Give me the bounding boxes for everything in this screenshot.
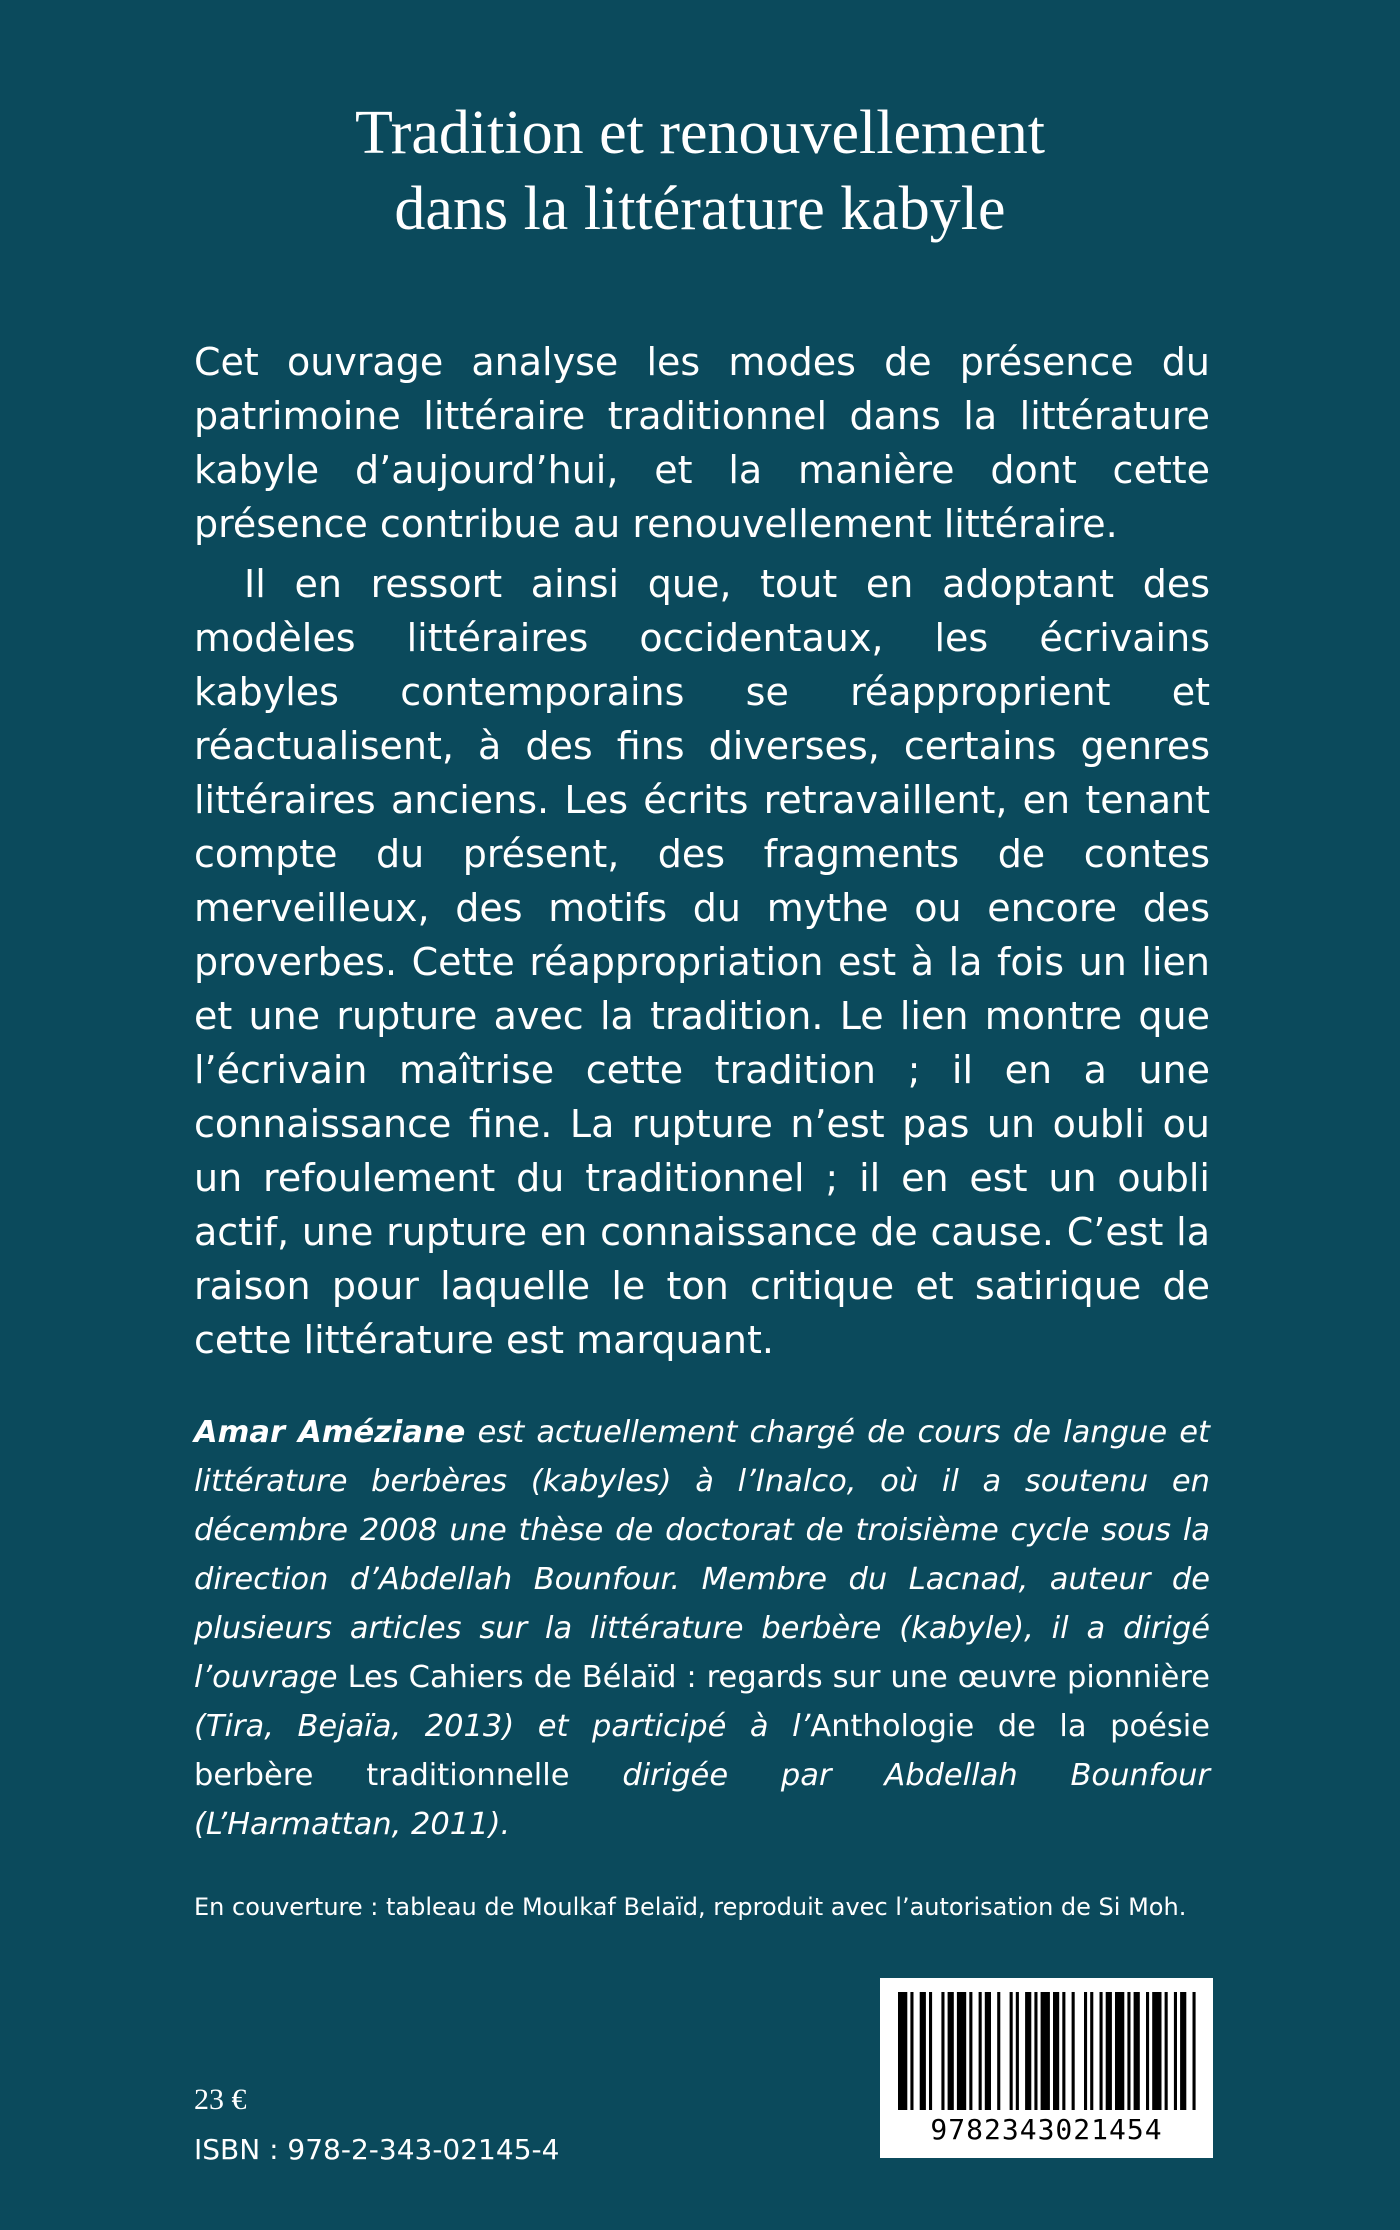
barcode-digits: 9782343021454 <box>930 2113 1163 2146</box>
title-line-2: dans la littérature kabyle <box>394 175 1006 243</box>
barcode-bar <box>910 1992 913 2110</box>
barcode-bar <box>1127 1992 1130 2110</box>
barcode-bar <box>1034 1992 1037 2110</box>
bio-book-title-1: Les Cahiers de Bélaïd : regards sur une œuvre pionnière <box>347 1660 1211 1695</box>
barcode-bar <box>929 1992 932 2110</box>
barcode-bar <box>1106 1992 1112 2110</box>
author-name: Amar Améziane <box>194 1415 466 1450</box>
barcode-bar <box>1180 1992 1186 2110</box>
barcode-bar <box>1072 1992 1075 2110</box>
barcode-bar <box>1174 1992 1177 2110</box>
barcode <box>880 1978 1213 2158</box>
barcode-bar <box>1115 1992 1124 2110</box>
barcode-bar <box>1025 1992 1031 2110</box>
bio-text-3: dirigée par Abdellah Bounfour (L’Harmattan, 2011). <box>194 1758 1210 1842</box>
barcode-bar <box>957 1992 966 2110</box>
summary-paragraph-1: Cet ouvrage analyse les modes de présence du patrimoine littéraire traditionnel dans la littérature kabyle d’aujourd’hui, et la manière dont cette présence contribue au renouvellement littéraire. <box>194 340 1210 546</box>
price: 23 € <box>194 2083 247 2116</box>
cover-credit: En couverture : tableau de Moulkaf Belaïd, reproduit avec l’autorisation de Si Moh. <box>194 1893 1187 1921</box>
bio-text-2: (Tira, Bejaïa, 2013) et participé à l’ <box>194 1709 811 1744</box>
barcode-bar <box>1041 1992 1050 2110</box>
barcode-bar <box>898 1992 907 2110</box>
book-title <box>0 95 1400 247</box>
barcode-bar <box>1062 1992 1065 2110</box>
author-bio <box>194 1408 1210 1849</box>
barcode-bar <box>1090 1992 1093 2110</box>
barcode-bars <box>880 1978 1213 2118</box>
barcode-bar <box>985 1992 991 2110</box>
isbn: ISBN : 978-2-343-02145-4 <box>194 2133 560 2166</box>
barcode-bar <box>948 1992 954 2110</box>
barcode-bar <box>1134 1992 1140 2110</box>
summary <box>194 335 1210 1367</box>
barcode-bar <box>1100 1992 1103 2110</box>
barcode-bar <box>1010 1992 1013 2110</box>
barcode-bar <box>1165 1992 1168 2110</box>
barcode-bar <box>979 1992 982 2110</box>
barcode-bar <box>997 1992 1000 2110</box>
barcode-bar <box>941 1992 944 2110</box>
barcode-bar <box>1193 1992 1196 2110</box>
barcode-bar <box>1084 1992 1087 2110</box>
barcode-bar <box>920 1992 926 2110</box>
title-line-1: Tradition et renouvellement <box>355 99 1045 167</box>
bio-book-title-2: Anthologie de la poésie berbère traditionnelle <box>194 1709 1210 1793</box>
summary-paragraph-2: Il en ressort ainsi que, tout en adoptant des modèles littéraires occidentaux, les écrivains kabyles contemporains se réapproprient et réactualisent, à des fins diverses, certains genres littéraires anciens. Les écrits retravaillent, en tenant compte du présent, des fragments de contes merveilleux, des motifs du mythe ou encore des proverbes. Cette réappropriation est à la fois un lien et une rupture avec la tradition. Le lien montre que l’écrivain maîtrise cette tradition ; il en a une connaissance fine. La rupture n’est pas un oubli ou un refoulement du traditionnel ; il en est un oubli actif, une rupture en connaissance de cause. C’est la raison pour laquelle le ton critique et satirique de cette littérature est marquant. <box>194 562 1210 1362</box>
barcode-bar <box>1016 1992 1019 2110</box>
barcode-bar <box>1053 1992 1059 2110</box>
barcode-bar <box>1146 1992 1149 2110</box>
barcode-bar <box>1152 1992 1161 2110</box>
barcode-bar <box>969 1992 972 2110</box>
bio-text-1: est actuellement chargé de cours de langue et littérature berbères (kabyles) à l’Inalco, où il a soutenu en décembre 2008 une thèse de doctorat de troisième cycle sous la direction d’Abdellah Bounfour. Membre du Lacnad, auteur de plusieurs articles sur la littérature berbère (kabyle), il a dirigé l’ouvrage <box>194 1415 1210 1695</box>
